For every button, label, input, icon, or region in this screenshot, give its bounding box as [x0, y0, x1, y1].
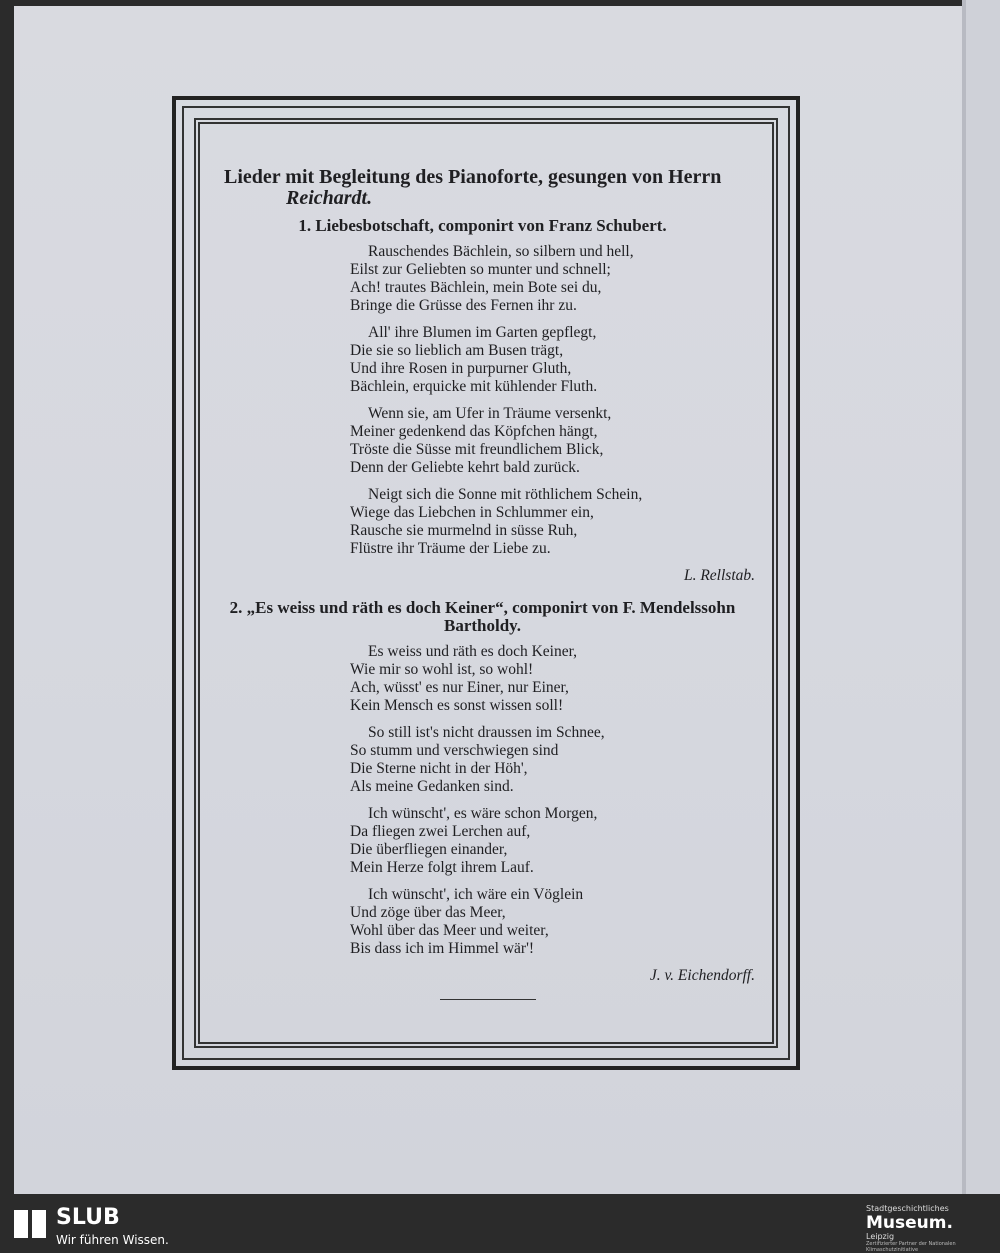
song-2 — [200, 599, 765, 985]
stanza — [350, 724, 765, 796]
verse-line: Ich wünscht', es wäre schon Morgen, — [368, 805, 598, 822]
verse-line: Wenn sie, am Ufer in Träume versenkt, — [368, 405, 612, 422]
verse-line: Ach! trautes Bächlein, mein Bote sei du, — [350, 279, 602, 296]
stanza — [350, 486, 765, 558]
verse-line: Die sie so lieblich am Busen trägt, — [350, 342, 564, 359]
paper-right-sheet — [966, 0, 1000, 1194]
verse-line: Neigt sich die Sonne mit röthlichem Schein, — [368, 486, 643, 503]
verse-line: So still ist's nicht draussen im Schnee, — [368, 724, 605, 741]
verse-line: Tröste die Süsse mit freundlichem Blick, — [350, 441, 604, 458]
verse-line: Denn der Geliebte kehrt bald zurück. — [350, 459, 580, 476]
verse-line: All' ihre Blumen im Garten gepflegt, — [368, 324, 597, 341]
verse-line: Als meine Gedanken sind. — [350, 778, 514, 795]
verse-line: Die überfliegen einander, — [350, 841, 508, 858]
slub-logo-icon — [12, 1208, 48, 1240]
document-content — [200, 165, 765, 1000]
verse-line: Flüstre ihr Träume der Liebe zu. — [350, 540, 551, 557]
verse-line: Ach, wüsst' es nur Einer, nur Einer, — [350, 679, 569, 696]
verse-line: Es weiss und räth es doch Keiner, — [368, 643, 578, 660]
verse-line: Wiege das Liebchen in Schlummer ein, — [350, 504, 594, 521]
verse-line: Wie mir so wohl ist, so wohl! — [350, 661, 534, 678]
museum-label-top: Stadtgeschichtliches — [866, 1204, 949, 1213]
slub-tagline: Wir führen Wissen. — [56, 1233, 169, 1247]
stanza — [350, 805, 765, 877]
museum-certification: Zertifizierter Partner der Nationalen Klimaschutzinitiative — [866, 1241, 956, 1253]
verse-line: Mein Herze folgt ihrem Lauf. — [350, 859, 534, 876]
song-1 — [200, 217, 765, 585]
verse-line: Bächlein, erquicke mit kühlender Fluth. — [350, 378, 598, 395]
stanza — [350, 886, 765, 958]
stanza — [350, 243, 765, 315]
verse-line: Wohl über das Meer und weiter, — [350, 922, 549, 939]
verse-line: Kein Mensch es sonst wissen soll! — [350, 697, 564, 714]
verse-line: Rauschendes Bächlein, so silbern und hell, — [368, 243, 634, 260]
slub-name: SLUB — [56, 1205, 120, 1230]
verse-line: Und ihre Rosen in purpurner Gluth, — [350, 360, 572, 377]
song-title: 1. Liebesbotschaft, componirt von Franz Schubert. — [298, 216, 667, 235]
page-title: Lieder mit Begleitung des Pianoforte, gesungen von Herrn — [224, 166, 722, 188]
song-title: 2. „Es weiss und räth es doch Keiner“, componirt von F. Mendelssohn Bartholdy. — [229, 598, 736, 635]
verse-line: Eilst zur Geliebten so munter und schnell; — [350, 261, 611, 278]
verse-line: Die Sterne nicht in der Höh', — [350, 760, 528, 777]
verse-line: Bringe die Grüsse des Fernen ihr zu. — [350, 297, 577, 314]
stanza — [350, 643, 765, 715]
singer-name: Reichardt. — [286, 187, 373, 209]
verse-line: Ich wünscht', ich wäre ein Vöglein — [368, 886, 584, 903]
verse-line: Und zöge über das Meer, — [350, 904, 506, 921]
lyricist: L. Rellstab. — [683, 567, 755, 584]
museum-name: Museum. — [866, 1213, 953, 1233]
stanza — [350, 324, 765, 396]
museum-city: Leipzig — [866, 1232, 895, 1241]
stanza — [350, 405, 765, 477]
verse-line: So stumm und verschwiegen sind — [350, 742, 559, 759]
lyricist: J. v. Eichendorff. — [649, 967, 755, 984]
verse-line: Meiner gedenkend das Köpfchen hängt, — [350, 423, 598, 440]
closing-rule — [440, 999, 536, 1000]
verse-line: Bis dass ich im Himmel wär'! — [350, 940, 535, 957]
verse-line: Rausche sie murmelnd in süsse Ruh, — [350, 522, 578, 539]
verse-line: Da fliegen zwei Lerchen auf, — [350, 823, 531, 840]
